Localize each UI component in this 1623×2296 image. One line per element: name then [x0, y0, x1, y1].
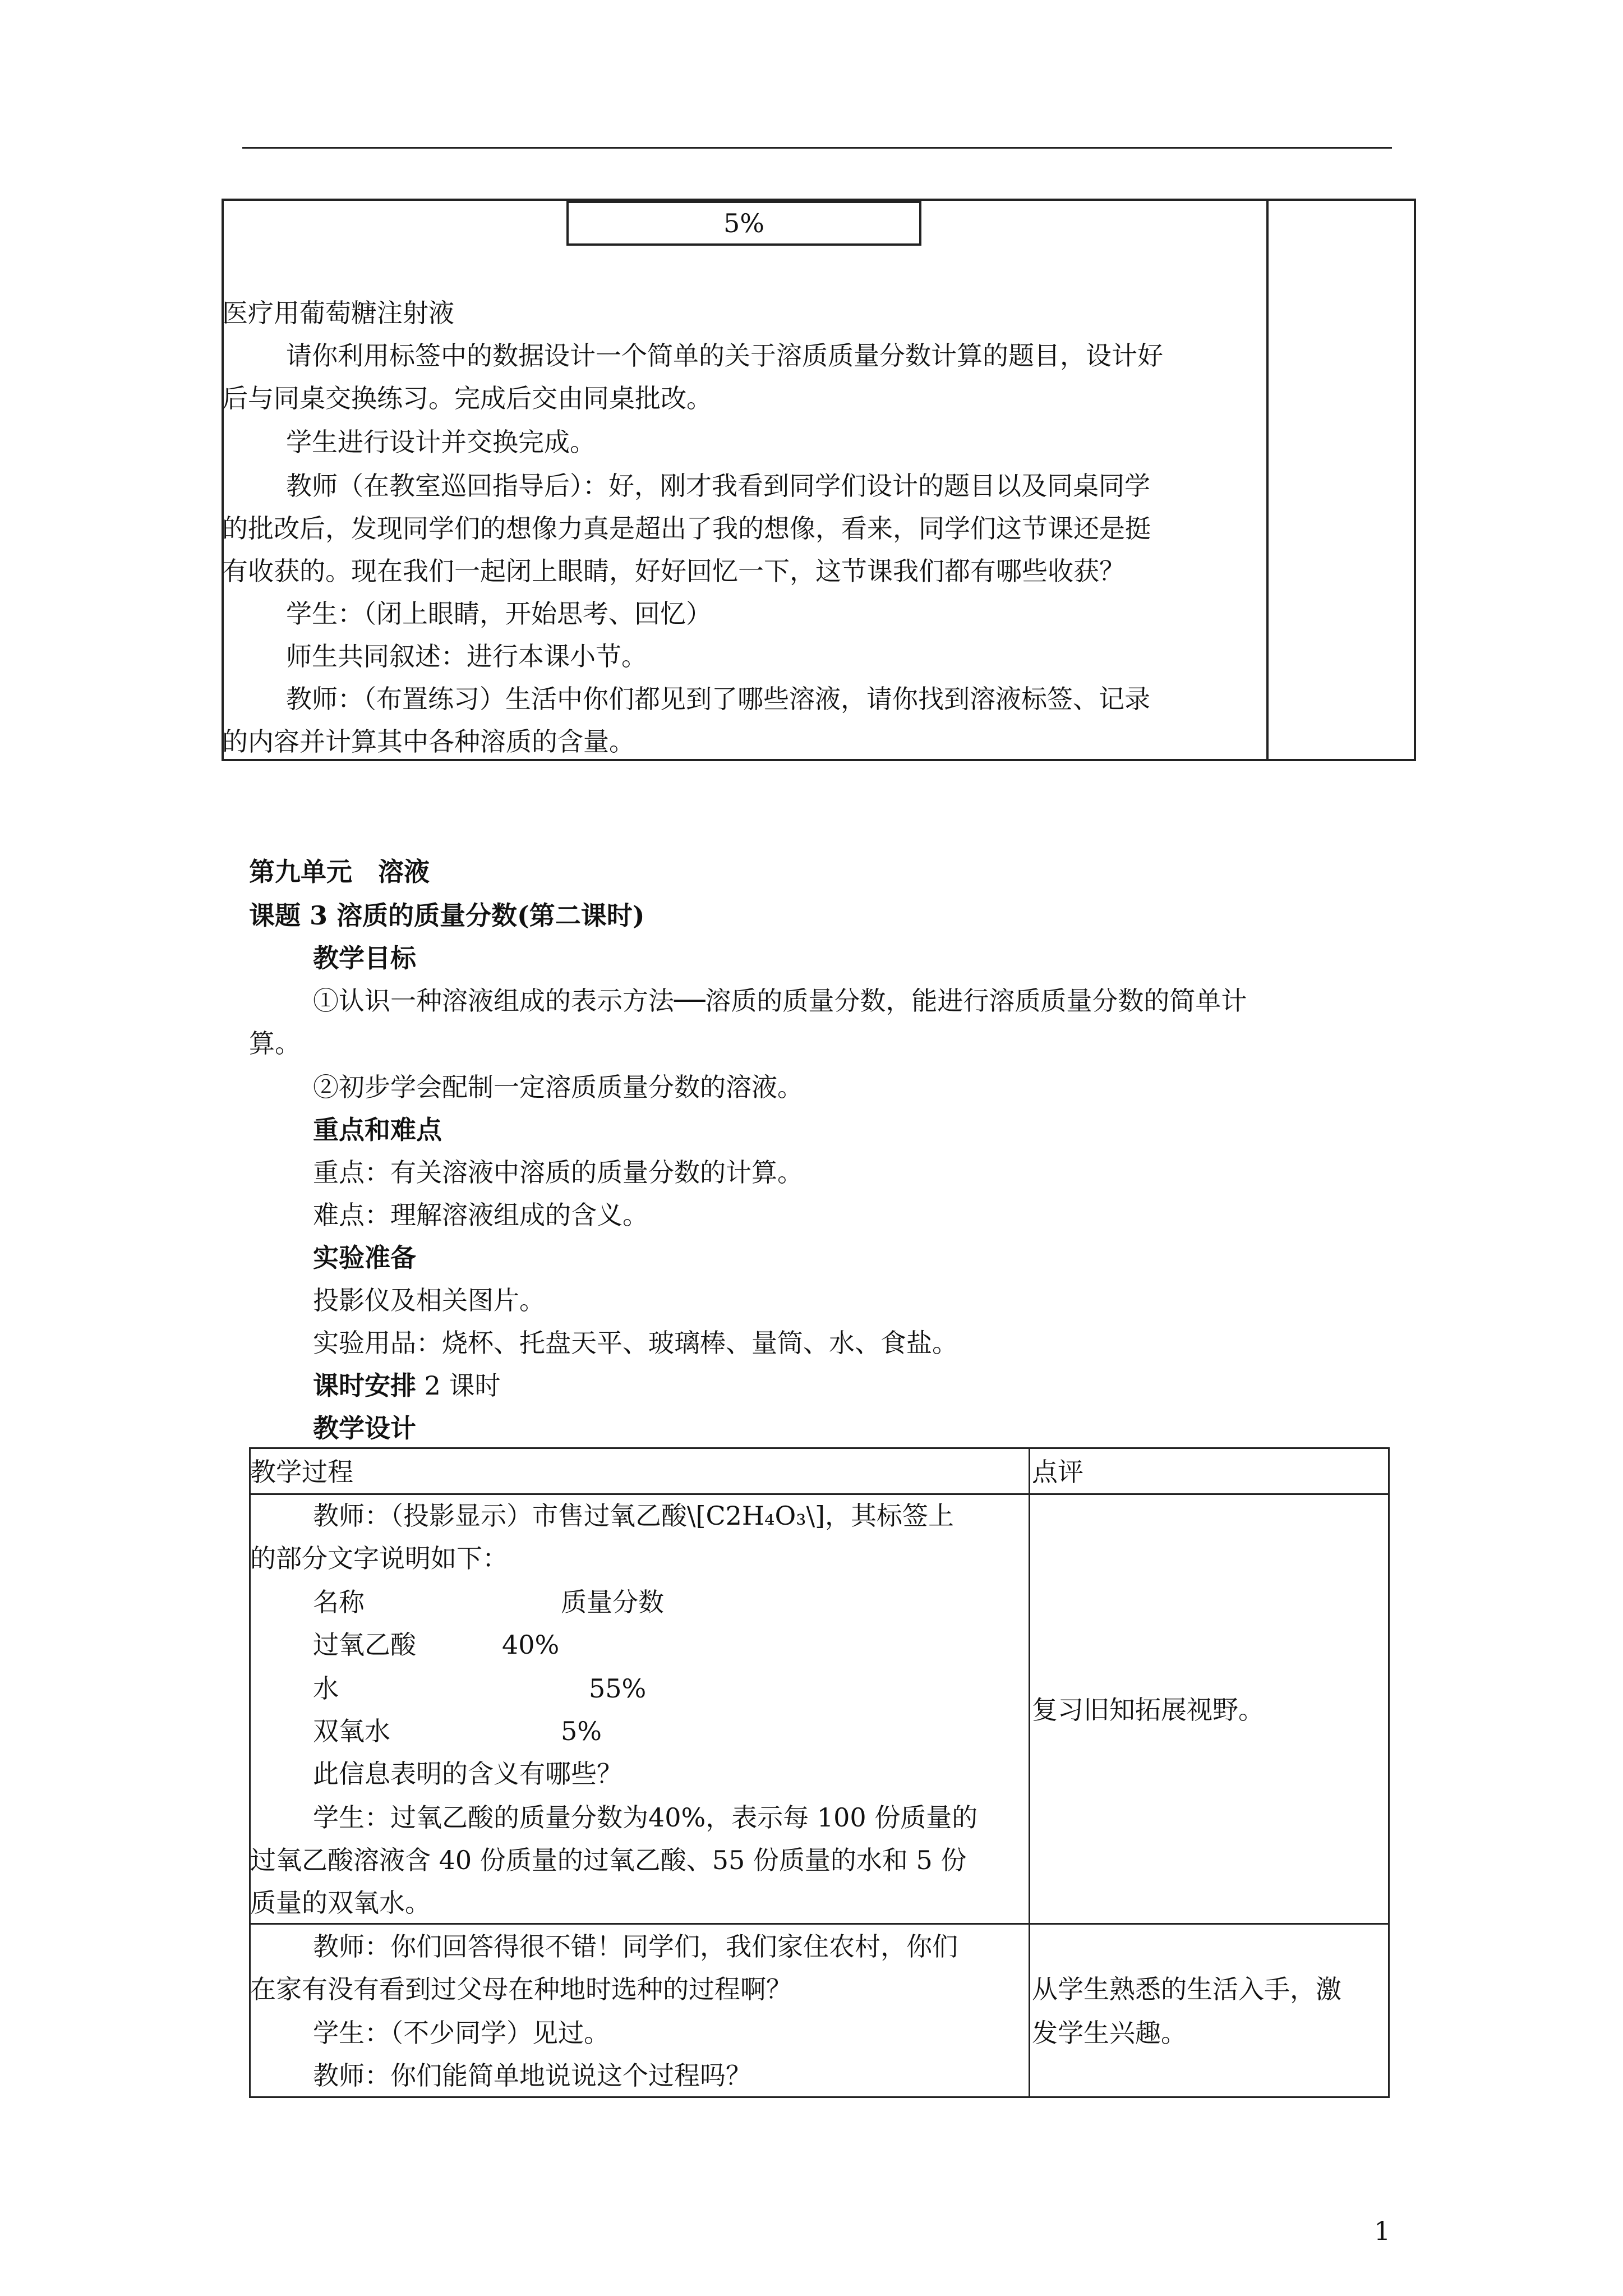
row1-name-header: 名称 — [313, 1587, 365, 1617]
page-number: 1 — [1374, 2216, 1391, 2246]
goal-1: ①认识一种溶液组成的表示方法──溶质的质量分数，能进行溶质质量分数的简单计 — [313, 986, 1247, 1016]
prep-heading: 实验准备 — [313, 1243, 416, 1273]
top-line-5: 教师（在教室巡回指导后）：好，刚才我看到同学们设计的题目以及同桌同学 — [286, 471, 1150, 501]
row2-line-2: 在家有没有看到过父母在种地时选种的过程啊？ — [250, 1974, 792, 2004]
table-header-comment: 点评 — [1032, 1457, 1083, 1487]
table-header-process: 教学过程 — [250, 1457, 353, 1487]
design-table-col-divider — [1029, 1447, 1030, 2098]
row2-comment-2: 发学生兴趣。 — [1032, 2018, 1187, 2048]
top-line-10: 教师：（布置练习）生活中你们都见到了哪些溶液，请你找到溶液标签、记录 — [286, 684, 1150, 714]
row1-item-3: 双氧水 — [313, 1716, 390, 1746]
continued-table-divider — [1266, 199, 1269, 761]
row1-answer-2: 过氧乙酸溶液含 40 份质量的过氧乙酸、55 份质量的水和 5 份 — [250, 1845, 967, 1875]
top-line-3: 后与同桌交换练习。完成后交由同桌批改。 — [222, 383, 712, 413]
top-line-7: 有收获的。现在我们一起闭上眼睛，好好回忆一下，这节课我们都有哪些收获？ — [222, 556, 1125, 586]
schedule-value: 2 课时 — [424, 1370, 501, 1401]
row1-question: 此信息表明的含义有哪些？ — [313, 1759, 623, 1789]
row2-line-1: 教师：你们回答得很不错！同学们，我们家住农村，你们 — [313, 1931, 958, 1962]
top-line-1: 医疗用葡萄糖注射液 — [222, 298, 454, 328]
top-line-9: 师生共同叙述：进行本课小节。 — [286, 641, 647, 671]
row1-line-2: 的部分文字说明如下： — [250, 1543, 508, 1573]
row1-answer-1: 学生：过氧乙酸的质量分数为40%，表示每 100 份质量的 — [313, 1802, 978, 1833]
top-line-8: 学生：（闭上眼睛，开始思考、回忆） — [286, 599, 712, 629]
glucose-label-box: 5% — [566, 201, 921, 246]
design-heading: 教学设计 — [313, 1413, 416, 1443]
row1-answer-3: 质量的双氧水。 — [250, 1888, 431, 1918]
lesson-title: 课题 3 溶质的质量分数(第二课时) — [249, 900, 645, 931]
row1-line-1: 教师：（投影显示）市售过氧乙酸\[C2H₄O₃\]，其标签上 — [313, 1501, 955, 1531]
goal-2: ②初步学会配制一定溶质质量分数的溶液。 — [313, 1072, 803, 1102]
goal-1-cont: 算。 — [249, 1028, 301, 1059]
header-rule — [242, 147, 1392, 149]
row2-line-3: 学生：（不少同学）见过。 — [313, 2018, 610, 2048]
prep-2: 实验用品：烧杯、托盘天平、玻璃棒、量筒、水、食盐。 — [313, 1328, 958, 1358]
row2-line-4: 教师：你们能简单地说说这个过程吗？ — [313, 2060, 751, 2091]
difficult-point: 难点：理解溶液组成的含义。 — [313, 1200, 648, 1230]
key-point: 重点：有关溶液中溶质的质量分数的计算。 — [313, 1157, 803, 1188]
keypoints-heading: 重点和难点 — [313, 1115, 442, 1145]
row1-value-3: 5% — [561, 1716, 602, 1746]
schedule-line — [313, 1364, 501, 1407]
unit-title: 第九单元 溶液 — [249, 857, 430, 887]
top-line-11: 的内容并计算其中各种溶质的含量。 — [222, 726, 635, 757]
top-line-6: 的批改后，发现同学们的想像力真是超出了我的想像，看来，同学们这节课还是挺 — [222, 513, 1151, 544]
row1-item-2: 水 — [313, 1673, 339, 1704]
top-line-2: 请你利用标签中的数据设计一个简单的关于溶质质量分数计算的题目，设计好 — [286, 341, 1163, 371]
row1-fraction-header: 质量分数 — [561, 1587, 664, 1617]
goals-heading: 教学目标 — [313, 943, 416, 973]
row1-value-1: 40% — [502, 1630, 560, 1660]
schedule-heading: 课时安排 — [313, 1370, 416, 1401]
row2-comment-1: 从学生熟悉的生活入手，激 — [1032, 1974, 1341, 2004]
row1-value-2: 55% — [589, 1673, 647, 1704]
top-line-4: 学生进行设计并交换完成。 — [286, 427, 596, 457]
row1-comment: 复习旧知拓展视野。 — [1032, 1695, 1264, 1725]
prep-1: 投影仪及相关图片。 — [313, 1285, 545, 1315]
row1-item-1: 过氧乙酸 — [313, 1630, 416, 1660]
